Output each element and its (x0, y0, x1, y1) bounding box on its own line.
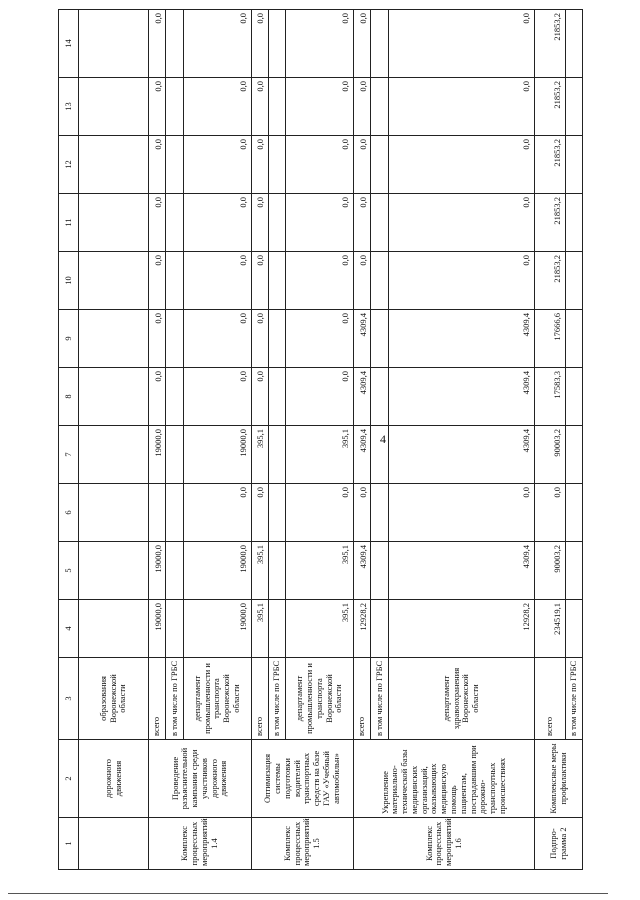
row-label: в том числе по ГРБС (268, 658, 285, 740)
value-cell: 0,0 (286, 10, 354, 78)
column-number: 10 (59, 252, 79, 310)
value-cell: 0,0 (183, 252, 251, 310)
column-number: 13 (59, 78, 79, 136)
budget-table (58, 9, 583, 870)
program-name: Комплекс процессных мероприятий 1.4 (149, 818, 251, 870)
value-cell: 4309,4 (388, 310, 534, 368)
program-description: Комплексные меры профилактики (535, 740, 583, 818)
value-cell: 0,0 (149, 10, 166, 78)
value-cell: 19000,0 (183, 542, 251, 600)
value-cell (166, 78, 183, 136)
value-cell (565, 194, 582, 252)
value-cell: 0,0 (149, 194, 166, 252)
value-cell (565, 426, 582, 484)
value-cell (166, 310, 183, 368)
value-cell (166, 426, 183, 484)
value-cell: 19000,0 (149, 600, 166, 658)
value-cell: 21853,2 (535, 194, 565, 252)
value-cell: 0,0 (354, 136, 371, 194)
value-cell: 4309,4 (388, 426, 534, 484)
value-cell (268, 10, 285, 78)
row-label: департамент здравоохранения Воронежской области (388, 658, 534, 740)
value-cell (565, 600, 582, 658)
value-cell: 0,0 (286, 78, 354, 136)
program-name: Комплекс процессных мероприятий 1.6 (354, 818, 535, 870)
value-cell (371, 426, 388, 484)
value-cell: 0,0 (354, 484, 371, 542)
value-cell: 0,0 (183, 484, 251, 542)
program-description: Укрепление материально-технической базы медицинских организаций, оказывающих медицинскую помощь пациентам, пострадавшим при дорожно-транспортных происшествиях (354, 740, 535, 818)
value-cell (268, 310, 285, 368)
table-row (535, 10, 565, 870)
table-row (78, 10, 148, 870)
value-cell (268, 194, 285, 252)
row-label: образования Воронежской области (78, 658, 148, 740)
rotated-table-wrapper (58, 10, 583, 870)
value-cell: 395,1 (251, 426, 268, 484)
value-cell: 0,0 (251, 368, 268, 426)
value-cell: 19000,0 (149, 426, 166, 484)
value-cell (166, 194, 183, 252)
value-cell: 21853,2 (535, 136, 565, 194)
row-label: в том числе по ГРБС (371, 658, 388, 740)
table-row (149, 10, 166, 870)
value-cell: 0,0 (149, 78, 166, 136)
value-cell: 0,0 (251, 78, 268, 136)
value-cell (268, 426, 285, 484)
row-label: департамент промышленности и транспорта Воронежской области (183, 658, 251, 740)
value-cell: 0,0 (354, 10, 371, 78)
value-cell (268, 78, 285, 136)
value-cell (78, 10, 148, 78)
row-label: всего (354, 658, 371, 740)
value-cell (166, 10, 183, 78)
column-number: 3 (59, 658, 79, 740)
value-cell (268, 136, 285, 194)
program-description: Проведение разъяснительной кампании среди участников дорожного движения (149, 740, 251, 818)
value-cell (565, 484, 582, 542)
value-cell (166, 484, 183, 542)
value-cell: 0,0 (354, 194, 371, 252)
value-cell: 395,1 (251, 542, 268, 600)
value-cell: 90003,2 (535, 542, 565, 600)
value-cell (78, 484, 148, 542)
value-cell (565, 542, 582, 600)
value-cell: 0,0 (388, 10, 534, 78)
value-cell: 395,1 (251, 600, 268, 658)
value-cell: 0,0 (183, 136, 251, 194)
value-cell: 0,0 (149, 368, 166, 426)
value-cell: 0,0 (183, 78, 251, 136)
value-cell: 19000,0 (183, 426, 251, 484)
value-cell: 12928,2 (354, 600, 371, 658)
value-cell: 0,0 (183, 194, 251, 252)
column-number: 7 (59, 426, 79, 484)
column-number: 9 (59, 310, 79, 368)
value-cell: 90003,2 (535, 426, 565, 484)
value-cell (268, 252, 285, 310)
value-cell: 0,0 (286, 252, 354, 310)
value-cell: 0,0 (251, 194, 268, 252)
value-cell: 0,0 (149, 310, 166, 368)
value-cell (78, 368, 148, 426)
value-cell: 0,0 (251, 310, 268, 368)
value-cell: 0,0 (286, 484, 354, 542)
value-cell (268, 484, 285, 542)
program-description: дорожного движения (78, 740, 148, 818)
value-cell: 21853,2 (535, 10, 565, 78)
value-cell (371, 10, 388, 78)
value-cell: 395,1 (286, 600, 354, 658)
value-cell: 0,0 (535, 484, 565, 542)
value-cell: 0,0 (183, 368, 251, 426)
value-cell (371, 194, 388, 252)
column-number: 6 (59, 484, 79, 542)
value-cell: 0,0 (251, 252, 268, 310)
value-cell (166, 252, 183, 310)
value-cell (565, 10, 582, 78)
value-cell (78, 194, 148, 252)
value-cell (78, 542, 148, 600)
value-cell: 0,0 (251, 10, 268, 78)
value-cell: 0,0 (286, 310, 354, 368)
value-cell: 17666,6 (535, 310, 565, 368)
value-cell: 234519,1 (535, 600, 565, 658)
value-cell: 0,0 (286, 136, 354, 194)
value-cell: 0,0 (388, 252, 534, 310)
value-cell (371, 310, 388, 368)
value-cell (565, 136, 582, 194)
value-cell (565, 368, 582, 426)
value-cell: 4309,4 (388, 542, 534, 600)
value-cell: 0,0 (388, 194, 534, 252)
program-name (78, 818, 148, 870)
value-cell (268, 542, 285, 600)
column-number: 14 (59, 10, 79, 78)
column-number: 12 (59, 136, 79, 194)
table-row (251, 10, 268, 870)
value-cell (166, 600, 183, 658)
value-cell: 4309,4 (354, 368, 371, 426)
program-name: Подпро-грамма 2 (535, 818, 583, 870)
value-cell (78, 600, 148, 658)
column-number: 5 (59, 542, 79, 600)
value-cell (166, 542, 183, 600)
value-cell (166, 368, 183, 426)
value-cell (371, 600, 388, 658)
value-cell: 0,0 (251, 136, 268, 194)
value-cell (371, 252, 388, 310)
value-cell: 0,0 (183, 310, 251, 368)
page-bottom-rule (8, 893, 608, 894)
value-cell: 0,0 (183, 10, 251, 78)
value-cell: 4309,4 (354, 310, 371, 368)
value-cell (78, 310, 148, 368)
value-cell: 0,0 (354, 252, 371, 310)
value-cell (371, 368, 388, 426)
program-description: Оптимизация системы подготовки водителей транспортных средств на базе ГАУ «Учебный автомобильн» (251, 740, 353, 818)
program-name: Комплекс процессных мероприятий 1.5 (251, 818, 353, 870)
row-label: департамент промышленности и транспорта Воронежской области (286, 658, 354, 740)
value-cell (78, 136, 148, 194)
value-cell (78, 252, 148, 310)
value-cell: 21853,2 (535, 252, 565, 310)
value-cell: 4309,4 (354, 542, 371, 600)
row-label: в том числе по ГРБС (565, 658, 582, 740)
value-cell: 0,0 (388, 136, 534, 194)
value-cell: 12928,2 (388, 600, 534, 658)
value-cell: 19000,0 (183, 600, 251, 658)
value-cell: 395,1 (286, 426, 354, 484)
value-cell (371, 136, 388, 194)
value-cell: 21853,2 (535, 78, 565, 136)
value-cell (371, 542, 388, 600)
value-cell: 0,0 (388, 484, 534, 542)
value-cell (268, 368, 285, 426)
value-cell (565, 78, 582, 136)
value-cell (371, 78, 388, 136)
value-cell (149, 484, 166, 542)
row-label: всего (535, 658, 565, 740)
value-cell: 4309,4 (388, 368, 534, 426)
value-cell (371, 484, 388, 542)
column-number: 4 (59, 600, 79, 658)
value-cell (268, 600, 285, 658)
value-cell: 0,0 (354, 78, 371, 136)
column-number: 1 (59, 818, 79, 870)
value-cell: 0,0 (149, 136, 166, 194)
value-cell: 19000,0 (149, 542, 166, 600)
page-number: 4 (380, 432, 386, 446)
value-cell: 0,0 (286, 194, 354, 252)
value-cell (565, 252, 582, 310)
value-cell: 395,1 (286, 542, 354, 600)
column-number: 11 (59, 194, 79, 252)
value-cell: 4309,4 (354, 426, 371, 484)
value-cell: 0,0 (149, 252, 166, 310)
value-cell: 0,0 (286, 368, 354, 426)
header-row (59, 10, 79, 870)
value-cell: 17583,3 (535, 368, 565, 426)
row-label: всего (149, 658, 166, 740)
value-cell: 0,0 (251, 484, 268, 542)
row-label: всего (251, 658, 268, 740)
column-number: 8 (59, 368, 79, 426)
value-cell (78, 426, 148, 484)
row-label: в том числе по ГРБС (166, 658, 183, 740)
column-number: 2 (59, 740, 79, 818)
value-cell (565, 310, 582, 368)
value-cell (166, 136, 183, 194)
table-row (354, 10, 371, 870)
value-cell: 0,0 (388, 78, 534, 136)
value-cell (78, 78, 148, 136)
